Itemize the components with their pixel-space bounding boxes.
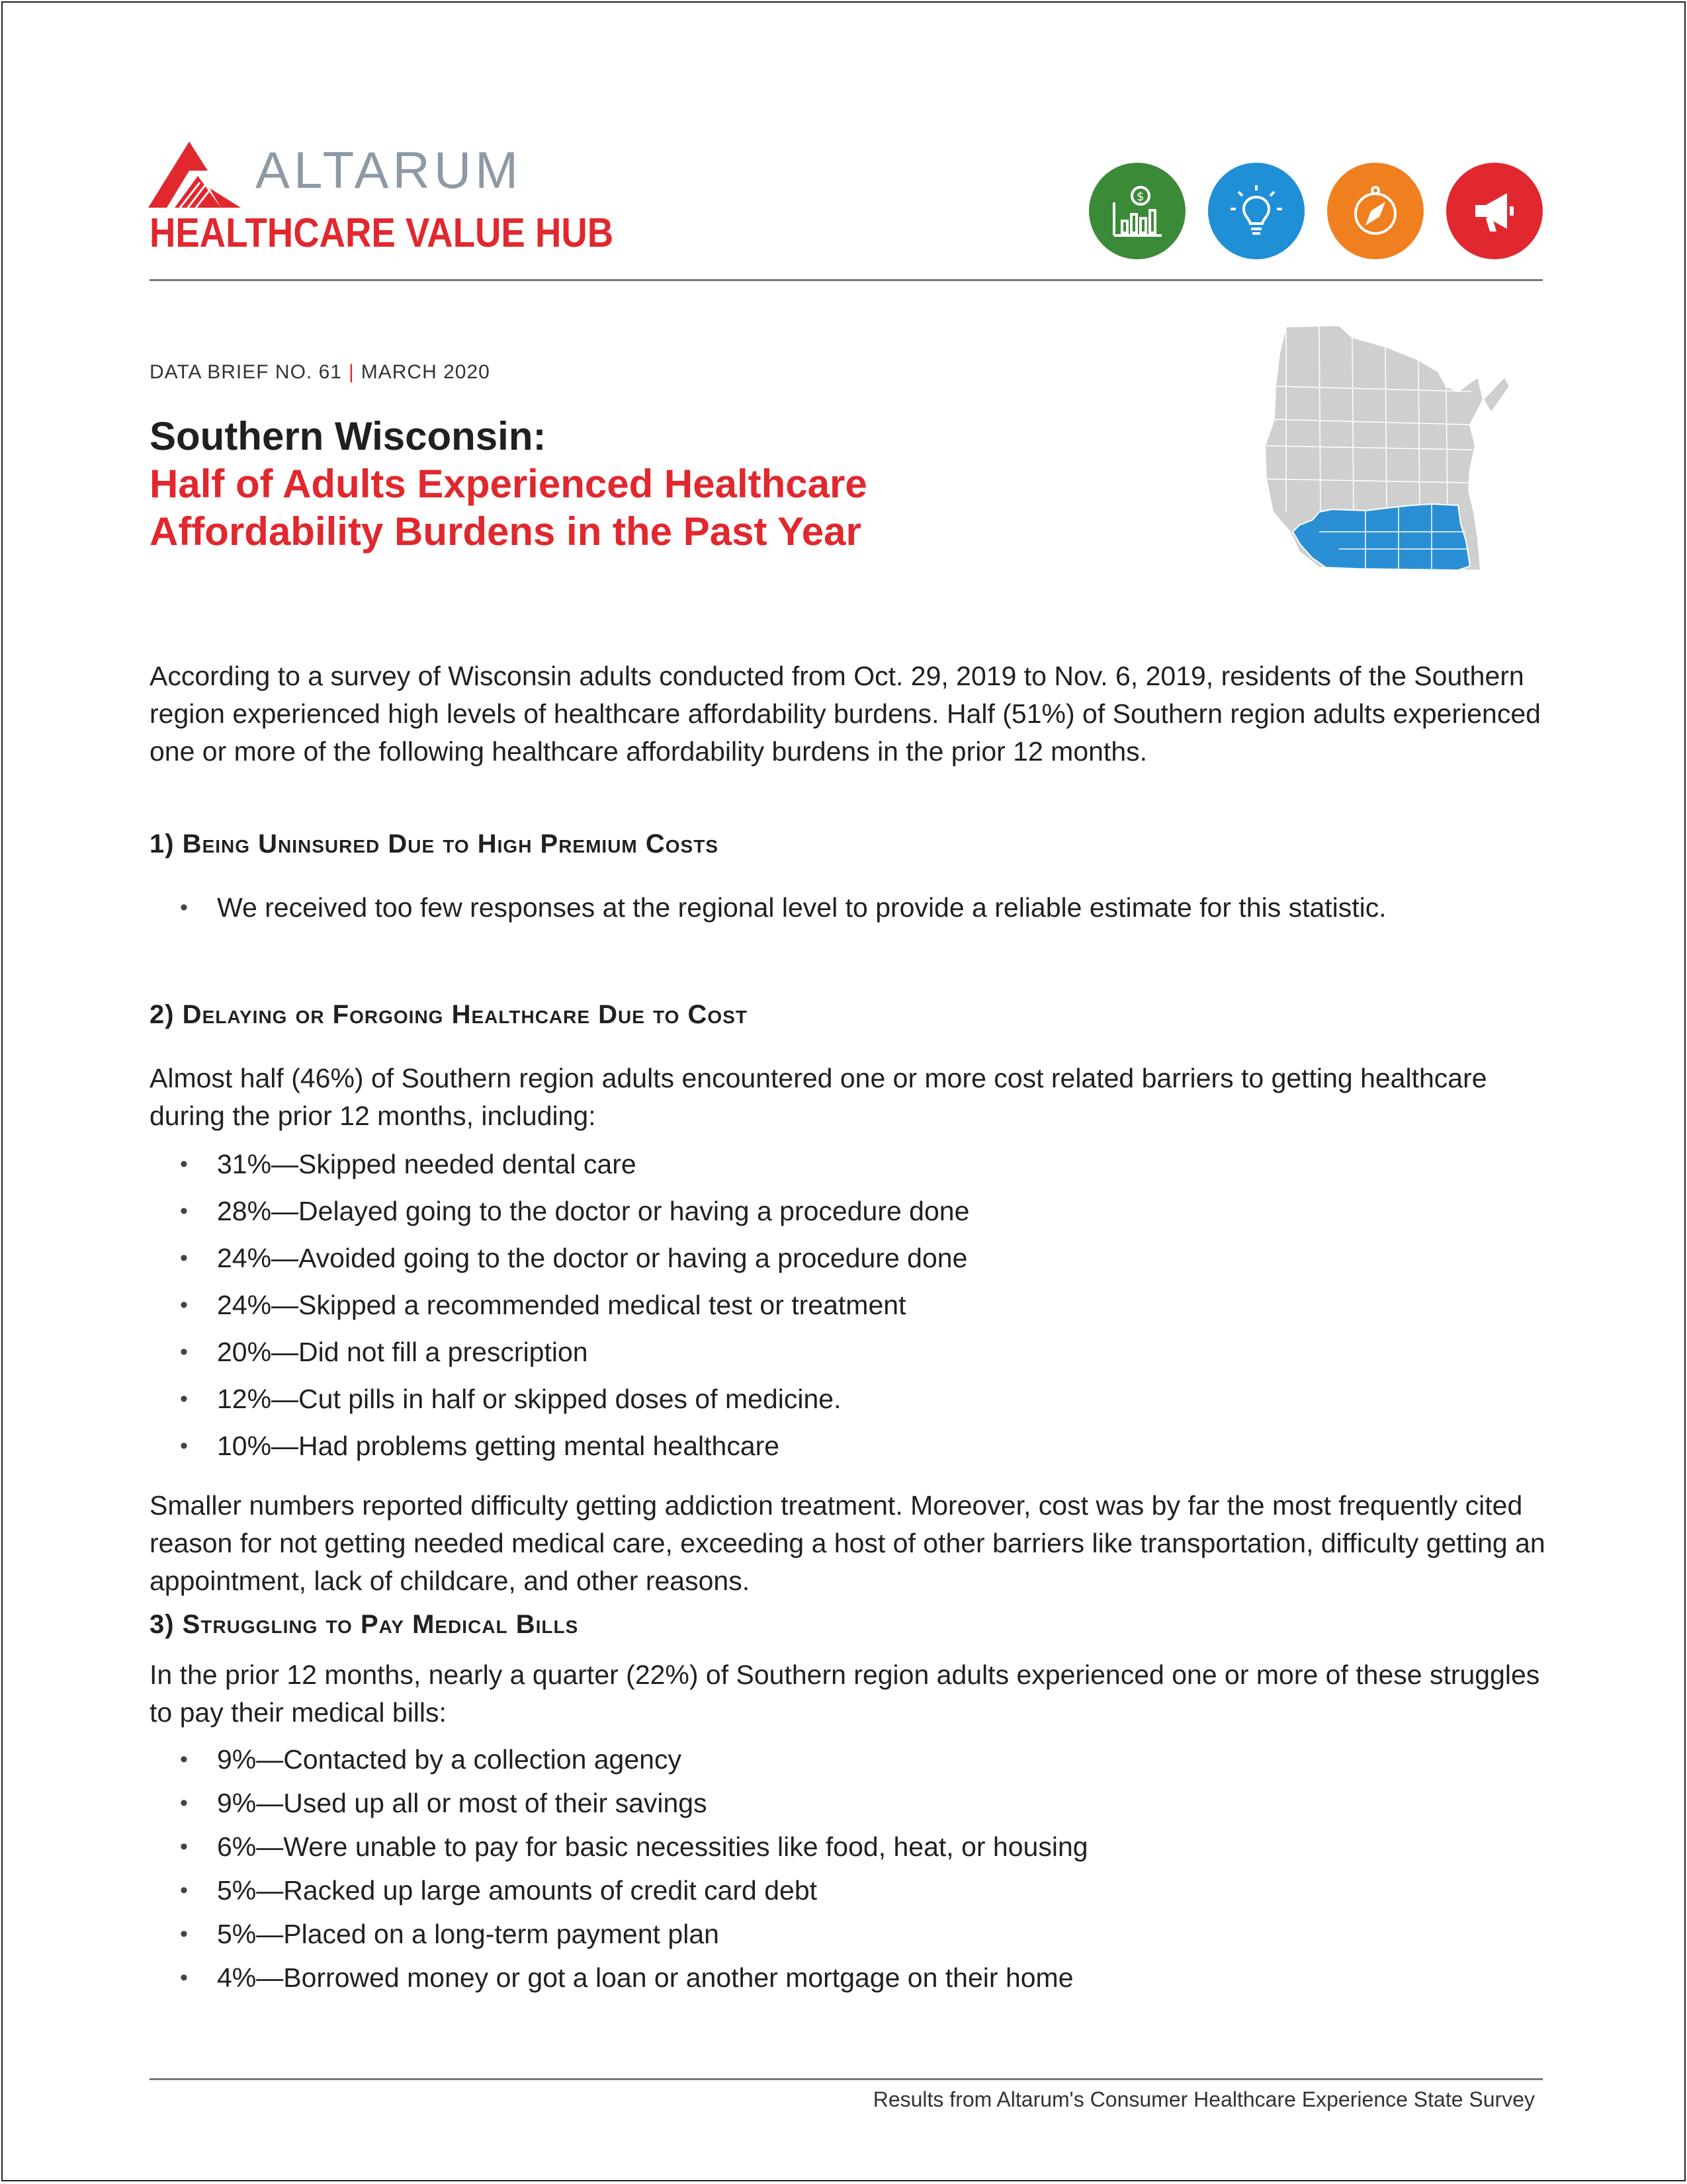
section-3-intro xyxy=(150,1656,1552,1732)
list-item: • 6%—Were unable to pay for basic necessities like food, heat, or housing xyxy=(150,1828,1552,1872)
brief-line xyxy=(150,361,490,384)
section-3 xyxy=(150,1610,1552,1640)
header-divider xyxy=(150,279,1543,281)
list-item: • 31%—Skipped needed dental care xyxy=(150,1146,1552,1193)
list-item: • 9%—Contacted by a collection agency xyxy=(150,1741,1552,1785)
logo-wordmark: ALTARUM xyxy=(255,141,523,199)
list-item: • 9%—Used up all or most of their savings xyxy=(150,1785,1552,1828)
section-3-intro-text: In the prior 12 months, nearly a quarter (22%) of Southern region adults experienced one or more of these struggles to pay their medical bills: xyxy=(150,1659,1540,1728)
list-item: • 12%—Cut pills in half or skipped doses of medicine. xyxy=(150,1380,1552,1427)
section-1 xyxy=(150,829,1552,859)
section-3-heading: 3) Struggling to Pay Medical Bills xyxy=(150,1610,579,1639)
brief-separator: | xyxy=(348,361,355,383)
section-1-heading: 1) Being Uninsured Due to High Premium Costs xyxy=(150,829,718,859)
section-2-heading: 2) Delaying or Forgoing Healthcare Due to Cost xyxy=(150,1000,748,1029)
title-region: Southern Wisconsin: xyxy=(150,414,546,458)
altarum-triangle-icon xyxy=(148,142,241,208)
section-2-list xyxy=(150,1146,1552,1474)
list-item: • 5%—Racked up large amounts of credit card debt xyxy=(150,1872,1552,1915)
svg-text:$: $ xyxy=(1137,190,1145,204)
list-item: • 5%—Placed on a long-term payment plan xyxy=(150,1915,1552,1959)
page xyxy=(1,1,1686,2181)
title-headline-1: Half of Adults Experienced Healthcare xyxy=(150,462,867,506)
page-title xyxy=(150,413,1182,556)
altarum-logo xyxy=(148,141,614,261)
logo-subtitle: HEALTHCARE VALUE HUB xyxy=(150,210,614,256)
list-item: • We received too few responses at the regional level to provide a reliable estimate for this statistic. xyxy=(150,889,1552,927)
lightbulb-icon xyxy=(1208,163,1305,259)
list-item: • 20%—Did not fill a prescription xyxy=(150,1333,1552,1380)
intro-text: According to a survey of Wisconsin adults conducted from Oct. 29, 2019 to Nov. 6, 2019, residents of the Southern region experienced high levels of healthcare affordability burdens. Half (51%) of Southern region adults experienced one or more of the following healthcare affordability burdens in the prior 12 months. xyxy=(150,661,1541,767)
title-headline-2: Affordability Burdens in the Past Year xyxy=(150,509,861,554)
brief-number: DATA BRIEF NO. 61 xyxy=(150,361,342,383)
megaphone-icon xyxy=(1446,163,1543,259)
section-2-outro xyxy=(150,1487,1552,1600)
section-2-outro-text: Smaller numbers reported difficulty getting addiction treatment. Moreover, cost was by far the most frequently cited reason for not getting needed medical care, exceeding a host of other barriers like transportation, difficulty getting an appointment, lack of childcare, and other reasons. xyxy=(150,1490,1545,1596)
brief-date: MARCH 2020 xyxy=(361,361,490,383)
list-item: • 24%—Avoided going to the doctor or having a procedure done xyxy=(150,1239,1552,1286)
section-2-intro xyxy=(150,1060,1552,1135)
list-item: • 24%—Skipped a recommended medical test or treatment xyxy=(150,1286,1552,1333)
section-2 xyxy=(150,1000,1552,1030)
list-item: • 10%—Had problems getting mental healthcare xyxy=(150,1427,1552,1474)
section-2-intro-text: Almost half (46%) of Southern region adults encountered one or more cost related barriers to getting healthcare during the prior 12 months, including: xyxy=(150,1063,1487,1131)
list-item: • 4%—Borrowed money or got a loan or another mortgage on their home xyxy=(150,1959,1552,2003)
list-item: • 28%—Delayed going to the doctor or having a procedure done xyxy=(150,1193,1552,1239)
intro-paragraph xyxy=(150,657,1552,771)
chart-dollar-icon xyxy=(1089,163,1186,259)
footer-divider xyxy=(150,2078,1543,2080)
wisconsin-map xyxy=(1260,314,1551,605)
section-3-list xyxy=(150,1741,1552,2003)
section-1-list xyxy=(150,889,1552,927)
compass-icon xyxy=(1327,163,1424,259)
footer-text: Results from Altarum's Consumer Healthcare Experience State Survey xyxy=(873,2087,1535,2111)
southern-region xyxy=(1293,504,1470,570)
